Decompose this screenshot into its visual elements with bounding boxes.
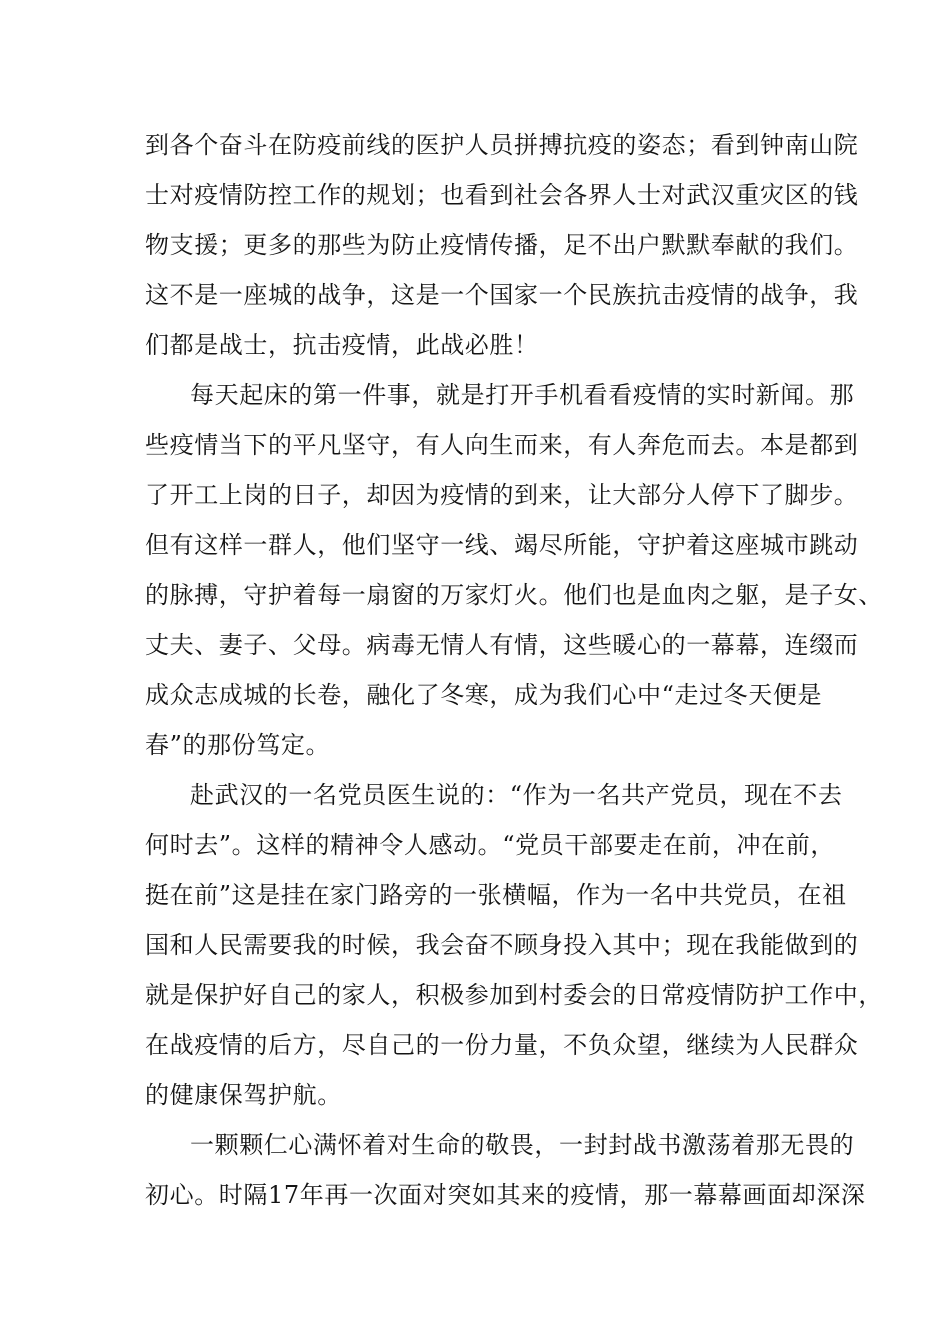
p2-line-8: 春”的那份笃定。 xyxy=(145,731,331,759)
p3-line-7: 的健康保驾护航。 xyxy=(145,1081,342,1109)
p1-line-4: 这不是一座城的战争，这是一个国家一个民族抗击疫情的战争，我 xyxy=(145,281,859,309)
p2-line-6: 丈夫、妻子、父母。病毒无情人有情，这些暖心的一幕幕，连缀而 xyxy=(145,631,859,659)
p2-line-7: 成众志成城的长卷，融化了冬寒，成为我们心中“走过冬天便是 xyxy=(145,681,823,709)
p3-line-6: 在战疫情的后方，尽自己的一份力量，不负众望，继续为人民群众 xyxy=(145,1031,859,1059)
p3-line-1: 赴武汉的一名党员医生说的：“作为一名共产党员，现在不去 xyxy=(190,781,843,809)
p2-line-3: 了开工上岗的日子，却因为疫情的到来，让大部分人停下了脚步。 xyxy=(145,481,859,509)
p1-line-5: 们都是战士，抗击疫情，此战必胜！ xyxy=(145,331,539,359)
p3-line-3: 挺在前”这是挂在家门路旁的一张横幅，作为一名中共党员，在祖 xyxy=(145,881,847,909)
p2-line-5: 的脉搏，守护着每一扇窗的万家灯火。他们也是血肉之躯，是子女、 xyxy=(145,581,883,609)
p2-line-4: 但有这样一群人，他们坚守一线、竭尽所能，守护着这座城市跳动 xyxy=(145,531,859,559)
p3-line-4: 国和人民需要我的时候，我会奋不顾身投入其中；现在我能做到的 xyxy=(145,931,859,959)
p4-line-2: 初心。时隔17年再一次面对突如其来的疫情，那一幕幕画面却深深 xyxy=(145,1181,866,1209)
p2-line-1: 每天起床的第一件事，就是打开手机看看疫情的实时新闻。那 xyxy=(190,381,855,409)
p4-line-1: 一颗颗仁心满怀着对生命的敬畏，一封封战书激荡着那无畏的 xyxy=(190,1131,855,1159)
p1-line-3: 物支援；更多的那些为防止疫情传播，足不出户默默奉献的我们。 xyxy=(145,231,859,259)
p2-line-2: 些疫情当下的平凡坚守，有人向生而来，有人奔危而去。本是都到 xyxy=(145,431,859,459)
p1-line-2: 士对疫情防控工作的规划；也看到社会各界人士对武汉重灾区的钱 xyxy=(145,181,859,209)
p3-line-5: 就是保护好自己的家人，积极参加到村委会的日常疫情防护工作中， xyxy=(145,981,883,1009)
p3-line-2: 何时去”。这样的精神令人感动。“党员干部要走在前，冲在前， xyxy=(145,831,835,859)
p1-line-1: 到各个奋斗在防疫前线的医护人员拼搏抗疫的姿态；看到钟南山院 xyxy=(145,131,859,159)
